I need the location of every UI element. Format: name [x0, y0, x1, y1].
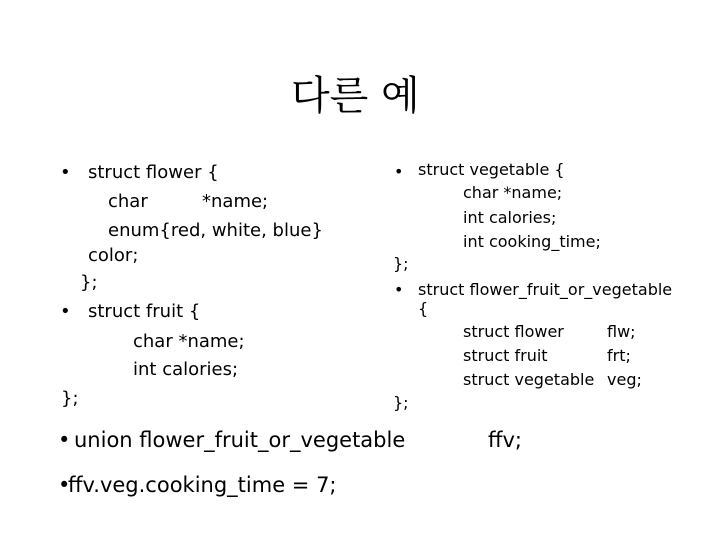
code-line: frt; — [607, 346, 631, 365]
code-line: struct vegetable — [463, 370, 595, 389]
code-line: }; — [393, 254, 409, 273]
code-line: }; — [80, 272, 98, 293]
bullet-icon: • — [394, 280, 404, 299]
bullet-icon: • — [58, 473, 71, 497]
code-line: enum{red, white, blue} — [108, 220, 323, 241]
code-line: struct flower — [463, 322, 564, 341]
code-line: int calories; — [133, 359, 239, 380]
code-line: int cooking_time; — [463, 232, 601, 251]
code-line: flw; — [607, 322, 636, 341]
code-line: }; — [393, 393, 409, 412]
code-line: struct flower_fruit_or_vegetable — [418, 280, 673, 299]
code-line: struct fruit { — [88, 301, 201, 322]
code-line: char — [108, 191, 148, 212]
union-declaration: union flower_fruit_or_vegetable — [74, 428, 406, 452]
code-line: veg; — [607, 370, 642, 389]
code-line: int calories; — [463, 208, 557, 227]
assignment-statement: ffv.veg.cooking_time = 7; — [68, 473, 337, 497]
code-line: struct vegetable { — [418, 160, 565, 179]
code-line: struct fruit — [463, 346, 548, 365]
code-line: *name; — [202, 191, 269, 212]
code-line: { — [418, 299, 429, 318]
bullet-icon: • — [394, 162, 404, 181]
bullet-icon: • — [60, 301, 71, 322]
slide-title: 다른 예 — [291, 73, 420, 119]
code-line: color; — [88, 245, 139, 266]
code-line: struct flower { — [88, 162, 219, 183]
union-variable: ffv; — [488, 428, 522, 452]
code-line: }; — [61, 388, 79, 409]
code-line: char *name; — [133, 331, 245, 352]
code-line: char *name; — [463, 183, 563, 202]
bullet-icon: • — [58, 428, 71, 452]
bullet-icon: • — [60, 162, 71, 183]
